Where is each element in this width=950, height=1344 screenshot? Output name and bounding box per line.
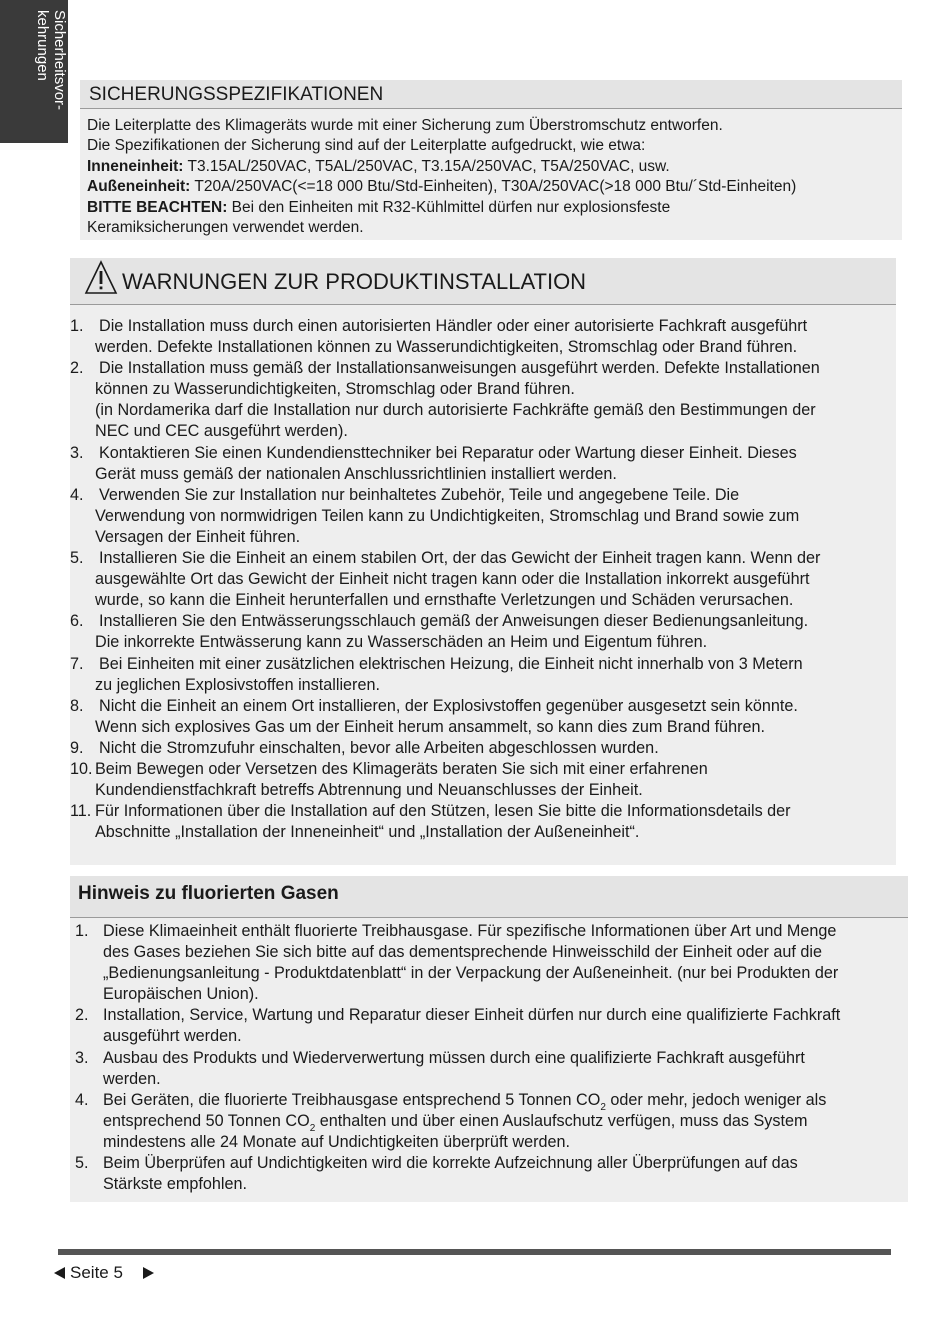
section-side-tab xyxy=(0,0,68,143)
list-item-line: Installieren Sie den Entwässerungsschlauch gemäß der Anweisungen dieser Bedienungsanleitung. xyxy=(99,612,809,631)
list-item-number: 1. xyxy=(70,317,84,335)
page-number-label: Seite 5 xyxy=(70,1263,123,1282)
list-item-line: Ausbau des Produkts und Wiederverwertung müssen durch eine qualifizierte Fachkraft ausgeführt xyxy=(103,1048,805,1067)
list-item-line: Nicht die Stromzufuhr einschalten, bevor alle Arbeiten abgeschlossen wurden. xyxy=(99,738,659,757)
list-item-number: 9. xyxy=(70,738,84,757)
list-item-line: werden. Defekte Installationen können zu Wasserundichtigkeiten, Stromschlag oder Brand führen. xyxy=(95,338,798,357)
list-item-number: 10. xyxy=(70,759,93,778)
list-item xyxy=(70,485,896,548)
list-item-line: werden. xyxy=(103,1069,161,1088)
list-item-number: 3. xyxy=(75,1048,89,1067)
list-item-line: NEC und CEC ausgeführt werden). xyxy=(95,422,348,441)
fuse-indoor-value: T3.15AL/250VAC, T5AL/250VAC, T3.15A/250VAC, T5A/250VAC, usw. xyxy=(183,157,670,175)
fuse-spec-body xyxy=(87,116,897,238)
list-item xyxy=(70,654,896,696)
side-tab-line2: kehrungen xyxy=(34,10,51,81)
co2-text-b: oder mehr, jedoch weniger als xyxy=(605,1090,827,1109)
co2-text-a: entsprechend 50 Tonnen CO xyxy=(103,1111,310,1130)
fuse-line: Keramiksicherungen verwendet werden. xyxy=(87,219,364,237)
list-item xyxy=(70,801,896,843)
list-item xyxy=(70,738,896,759)
installation-warnings-title: WARNUNGEN ZUR PRODUKTINSTALLATION xyxy=(122,269,587,294)
warning-triangle-icon xyxy=(84,260,118,296)
list-item xyxy=(70,696,896,738)
fuse-spec-title: SICHERUNGSSPEZIFIKATIONEN xyxy=(89,84,384,105)
list-item-number: 2. xyxy=(70,359,84,378)
fluorinated-gases-box xyxy=(70,876,908,1202)
list-item-number: 4. xyxy=(70,485,84,504)
list-item-number: 7. xyxy=(70,654,84,673)
list-item-line: Nicht die Einheit an einem Ort installieren, der Explosivstoffen gegenüber ausgesetzt sein könnte. xyxy=(99,696,798,715)
list-item-line: Die Installation muss gemäß der Installationsanweisungen ausgeführt werden. Defekte Installationen xyxy=(99,359,820,378)
list-item xyxy=(70,921,908,1005)
list-item-line xyxy=(70,1111,908,1132)
list-item-line: Verwendung von normwidrigen Teilen kann zu Undichtigkeiten, Stromschlag und Brand sowie zum xyxy=(95,506,800,525)
fuse-line: Die Leiterplatte des Klimageräts wurde mit einer Sicherung zum Überstromschutz entworfen. xyxy=(87,117,723,134)
list-item-line: Wenn sich explosives Gas um der Einheit herum ansammelt, so kann dies zum Brand führen. xyxy=(95,717,766,736)
list-item-line: Die inkorrekte Entwässerung kann zu Wasserschäden an Heim und Eigentum führen. xyxy=(95,633,708,652)
list-item-line: Gerät muss gemäß der nationalen Anschlussrichtlinien installiert werden. xyxy=(95,464,617,483)
fuse-spec-header xyxy=(80,80,902,109)
list-item-line: mindestens alle 24 Monate auf Undichtigkeiten überprüft werden. xyxy=(103,1132,571,1151)
list-item-number: 4. xyxy=(75,1090,89,1109)
previous-page-arrow-icon[interactable] xyxy=(54,1267,65,1279)
fuse-outdoor-line xyxy=(87,177,897,197)
list-item-line: Bei Einheiten mit einer zusätzlichen elektrischen Heizung, die Einheit nicht innerhalb von 3 Metern xyxy=(99,654,803,673)
next-page-arrow-icon[interactable] xyxy=(143,1267,154,1279)
installation-warnings-box xyxy=(70,258,896,865)
fluorinated-gases-header xyxy=(70,876,908,918)
list-item-line: ausgewählte Ort das Gewicht der Einheit nicht tragen kann oder die Installation inkorrekt ausgeführt xyxy=(95,570,810,589)
list-item xyxy=(70,1048,908,1090)
list-item-number: 5. xyxy=(75,1154,89,1173)
list-item xyxy=(70,443,896,485)
list-item-line: (in Nordamerika darf die Installation nur durch autorisierte Fachkräfte gemäß den Bestimmungen der xyxy=(95,401,816,420)
list-item-line: Diese Klimaeinheit enthält fluorierte Treibhausgase. Für spezifische Informationen über Art und Menge xyxy=(103,922,837,940)
list-item-number: 2. xyxy=(75,1006,89,1025)
list-item-line: Abschnitte „Installation der Inneneinheit“ und „Installation der Außeneinheit“. xyxy=(95,823,640,842)
list-item-number: 3. xyxy=(70,443,84,462)
list-item-line: wurde, so kann die Einheit herunterfallen und ernsthafte Verletzungen und Schäden verursachen. xyxy=(95,591,794,610)
fuse-line: Die Spezifikationen der Sicherung sind auf der Leiterplatte aufgedruckt, wie etwa: xyxy=(87,137,646,155)
list-item-line: können zu Wasserundichtigkeiten, Stromschlag oder Brand führen. xyxy=(95,380,575,399)
list-item-line: Kontaktieren Sie einen Kundendiensttechniker bei Reparatur oder Wartung dieser Einheit. Dieses xyxy=(99,443,797,462)
list-item-line: Verwenden Sie zur Installation nur beinhaltetes Zubehör, Teile und angegebene Teile. Die xyxy=(99,485,740,504)
fuse-outdoor-label: Außeneinheit: xyxy=(87,178,191,196)
fuse-indoor-label: Inneneinheit: xyxy=(87,157,184,175)
list-item xyxy=(70,1005,908,1047)
list-item-number: 5. xyxy=(70,549,84,568)
list-item-line: Versagen der Einheit führen. xyxy=(95,527,301,546)
installation-warnings-header xyxy=(70,258,896,305)
side-tab-line1: Sicherheitsvor- xyxy=(51,10,68,111)
co2-subscript: 2 xyxy=(309,1122,316,1134)
list-item-number: 11. xyxy=(70,802,92,821)
list-item-line: ausgeführt werden. xyxy=(103,1027,242,1046)
list-item-line: „Bedienungsanleitung - Produktdatenblatt“ in der Verpackung der Außeneinheit. (nur bei Produkten der xyxy=(103,964,839,983)
list-item-line: Stärkste empfohlen. xyxy=(103,1175,247,1194)
list-item-line: Beim Bewegen oder Versetzen des Klimageräts beraten Sie sich mit einer erfahrenen xyxy=(95,759,708,778)
footer-divider xyxy=(58,1249,891,1255)
list-item-line: Kundendienstfachkraft betreffs Abtrennung und Neuanschlusses der Einheit. xyxy=(95,781,643,800)
list-item xyxy=(70,358,896,442)
co2-subscript: 2 xyxy=(600,1101,606,1113)
list-item-line: Für Informationen über die Installation auf den Stützen, lesen Sie bitte die Informationsdetails der xyxy=(95,802,791,821)
list-item xyxy=(70,316,896,358)
list-item-line: Die Installation muss durch einen autorisierten Händler oder einer autorisierte Fachkraft ausgeführt xyxy=(99,317,808,335)
installation-warnings-list xyxy=(70,316,896,843)
list-item xyxy=(70,611,896,653)
list-item-line: Installieren Sie die Einheit an einem stabilen Ort, der das Gewicht der Einheit tragen kann. Wenn der xyxy=(99,549,821,568)
fuse-outdoor-value: T20A/250VAC(<=18 000 Btu/Std-Einheiten), T30A/250VAC(>18 000 Btu/´Std-Einheiten) xyxy=(190,178,797,196)
list-item-line: Europäischen Union). xyxy=(103,985,259,1004)
fluorinated-gases-list xyxy=(70,921,908,1195)
co2-text-a: Bei Geräten, die fluorierte Treibhausgase entsprechend 5 Tonnen CO xyxy=(103,1090,601,1109)
fuse-note-value: Bei den Einheiten mit R32-Kühlmittel dürfen nur explosionsfeste xyxy=(227,198,671,216)
list-item-number: 6. xyxy=(70,612,84,631)
list-item-line xyxy=(70,1090,908,1111)
fluorinated-gases-title: Hinweis zu fluorierten Gasen xyxy=(78,883,339,904)
side-tab-label xyxy=(34,10,68,110)
list-item xyxy=(70,1153,908,1195)
list-item xyxy=(70,1090,908,1153)
list-item-line: Beim Überprüfen auf Undichtigkeiten wird die korrekte Aufzeichnung aller Überprüfungen auf das xyxy=(103,1154,798,1173)
fuse-spec-box xyxy=(80,80,902,240)
list-item-line: Installation, Service, Wartung und Reparatur dieser Einheit dürfen nur durch eine qualifizierte Fachkraft xyxy=(103,1006,841,1025)
fuse-indoor-line xyxy=(87,157,897,177)
list-item-number: 1. xyxy=(75,922,89,940)
list-item xyxy=(70,759,896,801)
list-item-line: des Gases beziehen Sie sich bitte auf das dementsprechende Hinweisschild der Einheit oder auf die xyxy=(103,943,822,962)
list-item-number: 8. xyxy=(70,696,84,715)
list-item xyxy=(70,548,896,611)
co2-text-b: enthalten und über einen Auslaufschutz verfügen, muss das System xyxy=(315,1111,808,1130)
fuse-note-label: BITTE BEACHTEN: xyxy=(87,198,228,216)
fuse-note-line xyxy=(87,198,897,218)
list-item-line: zu jeglichen Explosivstoffen installieren. xyxy=(95,675,380,694)
